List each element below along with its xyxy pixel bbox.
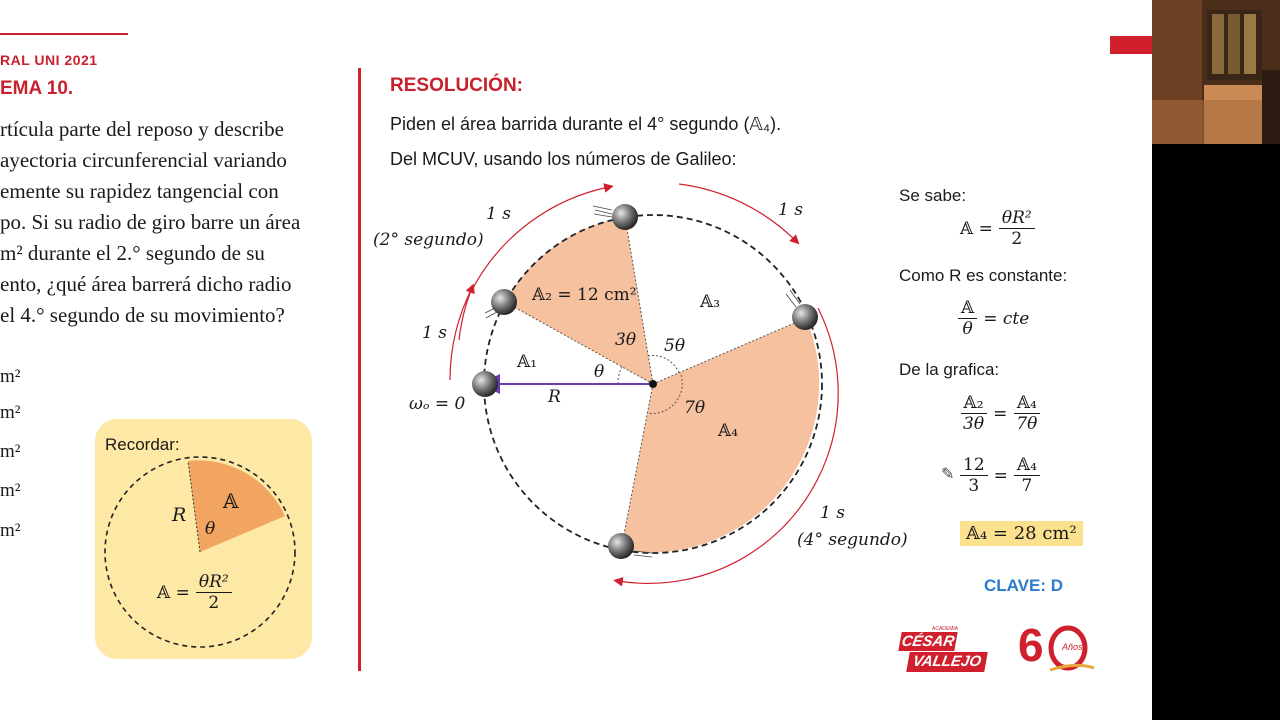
time-label-left: 1 s [422,323,447,343]
particle-3s [792,304,818,330]
formula-area: 𝔸 = $\frac{\text{θR²}}{2}$ [960,208,1035,249]
recordar-title: Recordar: [105,435,180,454]
area-a2-label: 𝔸₂ = 12 cm² [532,285,637,305]
grafica-label: De la grafica: [899,360,1000,379]
angle-theta-label: θ [594,362,605,382]
recordar-radius-label: R [172,504,187,526]
recordar-area-label: 𝔸 [223,489,239,513]
recordar-angle-label: θ [205,519,216,539]
constante-label: Como R es constante: [899,266,1068,285]
option-e: m² [0,520,21,541]
resolution-line-1: Piden el área barrida durante el 4° segundo (𝔸₄). [390,114,782,134]
problem-line: ento, ¿qué área barrerá dicho radio [0,272,292,296]
area-a4-label: 𝔸₄ [718,421,739,441]
time-label-4th: 1 s [820,503,845,523]
arc-left [450,288,472,380]
area-a3-label: 𝔸₃ [700,292,721,312]
time-label-top-right: 1 s [778,200,803,220]
logo-vallejo: VALLEJO [906,652,988,672]
recordar-circle-diagram [95,419,312,659]
time-label-2nd: 1 s [486,204,511,224]
problem-line: ayectoria circunferencial variando [0,148,287,172]
particle-1s [491,289,517,315]
pen-cursor-icon: ✎ [941,466,955,483]
problem-line: el 4.° segundo de su movimiento? [0,303,285,327]
problem-title: EMA 10. [0,78,74,99]
logo-six: 6 [1018,619,1044,671]
course-label: RAL UNI 2021 [0,52,98,68]
recordar-box [95,419,312,659]
logo-cesar: CÉSAR [900,633,956,650]
column-divider [358,68,361,671]
radius-label: R [548,387,561,407]
recordar-formula: 𝔸 = $\frac{\text{θR²}}{2}$ [157,572,232,613]
problem-line: po. Si su radio de giro barre un área [0,210,301,234]
formula-proportion: $\frac{\text{𝔸₂}}{3\theta}$ = $\frac{\text{𝔸₄}}{7\theta}$ [960,393,1040,434]
angle-5theta-label: 5θ [664,336,686,356]
problem-line: emente su rapidez tangencial con [0,179,279,203]
se-sabe-label: Se sabe: [899,186,967,205]
label-2nd-second: (2° segundo) [373,230,484,250]
angle-arc-theta [618,367,622,384]
angle-arc-5theta [648,356,679,373]
problem-line: rtícula parte del reposo y describe [0,117,284,141]
header-rule [0,33,128,35]
slide-red-tab [1110,36,1152,54]
webcam-image [1152,0,1280,144]
particle-start [472,371,498,397]
area-a1-label: 𝔸₁ [517,352,538,372]
answer-box: 𝔸₄ = 28 cm² [960,521,1083,546]
label-4th-second: (4° segundo) [797,530,908,550]
formula-ratio: $\frac{\text{𝔸}}{\theta}$ = cte [958,298,1029,339]
sixty-years-logo [1018,619,1098,676]
option-d: m² [0,480,21,501]
center-point [649,380,657,388]
option-b: m² [0,402,21,423]
cesar-vallejo-logo [898,626,990,674]
logo-academia-text: ACADEMIA [932,626,959,632]
webcam-feed [1152,0,1280,144]
omega-initial: ωₒ = 0 [409,394,466,414]
angle-7theta-label: 7θ [684,398,706,418]
resolution-line-2: Del MCUV, usando los números de Galileo: [390,149,737,169]
formula-substitution: $\frac{12}{3}$ = $\frac{\text{𝔸₄}}{7}$ [960,455,1040,496]
angle-3theta-label: 3θ [615,330,637,350]
resolution-title: RESOLUCIÓN: [390,75,523,96]
clave-label: CLAVE: D [984,576,1064,595]
problem-line: m² durante el 2.° segundo de su [0,241,265,265]
particle-4s [608,533,634,559]
option-a: m² [0,366,21,387]
option-c: m² [0,441,21,462]
logo-anos: Años [1062,642,1083,652]
particle-2s [612,204,638,230]
